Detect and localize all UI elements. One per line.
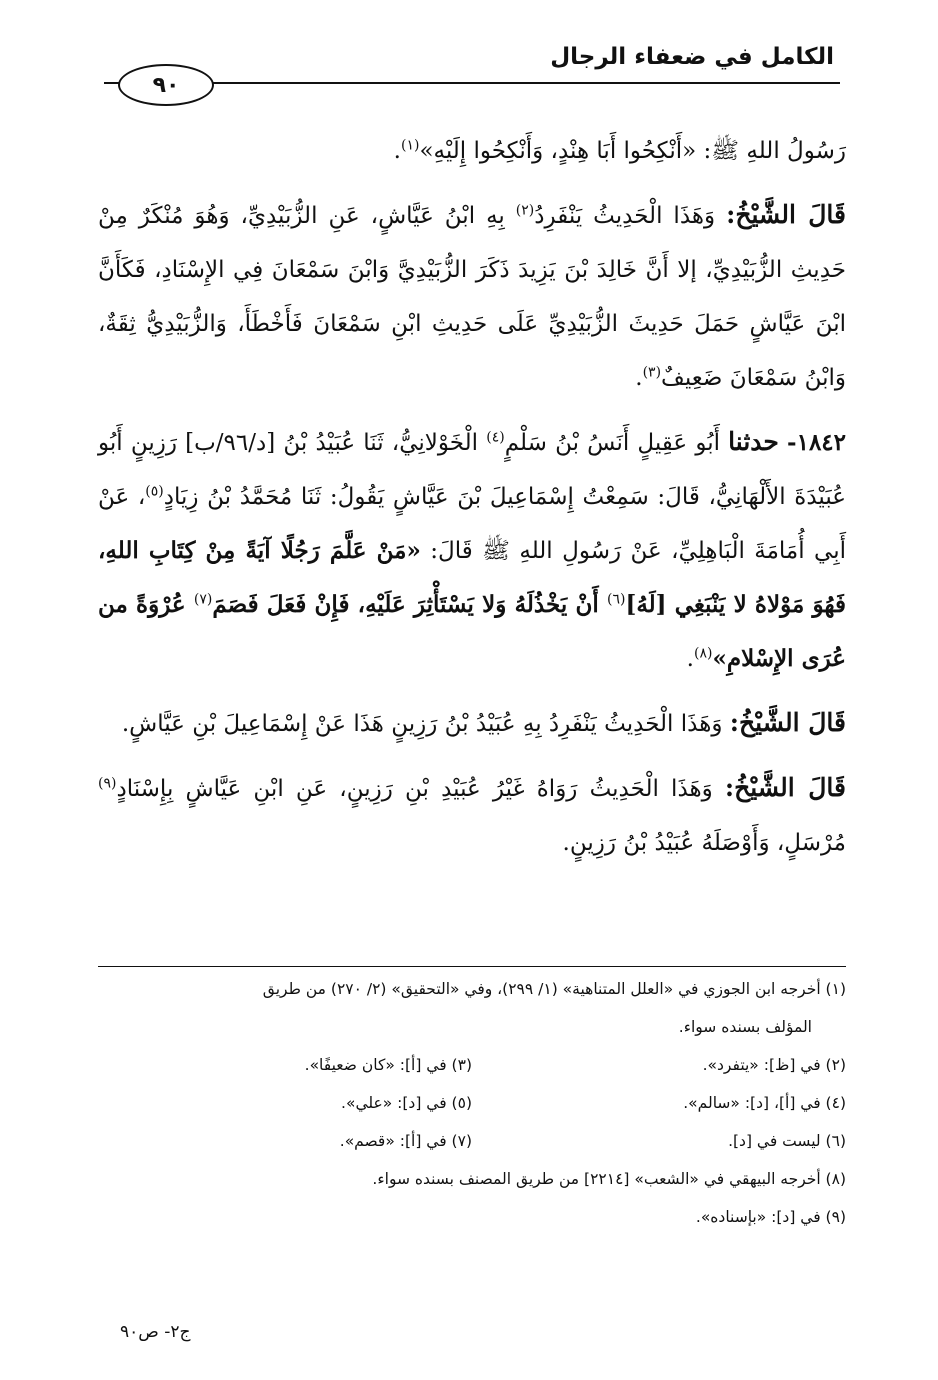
footnote-marker[interactable]: (٥) xyxy=(145,483,164,500)
speaker-label: قَالَ الشَّيْخُ: xyxy=(724,773,846,802)
main-text xyxy=(98,124,846,880)
footnote-marker[interactable]: (٤) xyxy=(486,429,505,446)
footnote-row xyxy=(98,1046,846,1084)
paragraph-1 xyxy=(98,124,846,178)
footnote-1: (١) أخرجه ابن الجوزي في «العلل المتناهية» (١/ ٢٩٩)، وفي «التحقيق» (٢/ ٢٧٠) من طريق xyxy=(262,980,846,998)
footnote-row xyxy=(98,1122,846,1160)
hadith-text: «مَنْ عَلَّمَ رَجُلًا آيَةً مِنْ كِتَابِ اللهِ، فَهُوَ مَوْلاهُ لا يَنْبَغِي [لَهُ] xyxy=(98,537,846,618)
footnote-8: (٨) أخرجه البيهقي في «الشعب» [٢٢١٤] من طريق المصنف بسنده سواء. xyxy=(372,1170,846,1188)
paragraph-end: . xyxy=(686,646,694,672)
footnote-3: (٣) في [أ]: «كان ضعيفًا». xyxy=(304,1056,472,1074)
footnote-marker[interactable]: (١) xyxy=(400,137,420,154)
footnote-marker[interactable]: (٨) xyxy=(693,645,713,662)
footnote-1-continued: المؤلف بسنده سواء. xyxy=(678,1018,812,1036)
paragraph-text: وَهَذَا الْحَدِيثُ يَنْفَرِدُ بِهِ عُبَيْدُ بْنُ رَزِينٍ هَذَا عَنْ إِسْمَاعِيلَ بْنِ عَيَّاشٍ. xyxy=(121,711,730,737)
narration-label: حدثنا xyxy=(728,427,779,456)
footnote-marker[interactable]: (٧) xyxy=(193,591,213,608)
footnote-marker[interactable]: (٦) xyxy=(606,591,626,608)
paragraph-text: رَسُولُ اللهِ ﷺ: «أَنْكِحُوا أَبَا هِنْدٍ، وَأَنْكِحُوا إِلَيْهِ» xyxy=(419,138,846,164)
page-code: ج٢- ص٩٠ xyxy=(120,1322,191,1342)
paragraph-text: ، عَنْ أَبِي أُمَامَةَ الْبَاهِلِيِّ، عَنْ رَسُولِ اللهِ ﷺ قَالَ: xyxy=(98,484,847,564)
footnote-marker[interactable]: (٣) xyxy=(642,364,662,381)
footnote-rule xyxy=(98,966,846,967)
hadith-number: ١٨٤٢- xyxy=(787,429,847,456)
footnote-2: (٢) في [ظ]: «يتفرد». xyxy=(702,1056,846,1074)
running-title: الكامل في ضعفاء الرجال xyxy=(550,44,834,70)
footnotes xyxy=(98,970,846,1236)
paragraph-text: بِهِ ابْنُ عَيَّاشٍ، عَنِ الزُّبَيْدِيِّ، وَهُوَ مُنْكَرٌ مِنْ حَدِيثِ الزُّبَيْدِيِّ، إلا أَنَّ خَالِدَ بْنَ يَزِيدَ ذَكَرَ الزُّبَيْدِيَّ وَابْنَ سَمْعَانَ فِي الإِسْنَادِ، فَكَأَنَّ ابْنَ عَيَّاشٍ حَمَلَ حَدِيثَ الزُّبَيْدِيِّ عَلَى حَدِيثِ ابْنِ سَمْعَانَ فَأَخْطَأَ، وَالزُّبَيْدِيُّ ثِقَةٌ، وَابْنُ سَمْعَانَ ضَعِيفٌ xyxy=(98,203,846,391)
footnote-marker[interactable]: (٩) xyxy=(98,775,117,792)
speaker-label: قَالَ الشَّيْخُ: xyxy=(729,708,846,737)
paragraph-4 xyxy=(98,696,846,751)
paragraph-text: أَبُو عَقِيلٍ أَنَسُ بْنُ سَلْمٍ xyxy=(504,430,729,456)
paragraph-text: الْخَوْلانِيُّ، ثَنَا عُبَيْدُ بْنُ [د/٩٦/ب] رَزِينٍ أَبُو عُبَيْدَةَ الأَلْهَانِيُّ، قَالَ: سَمِعْتُ إِسْمَاعِيلَ بْنَ عَيَّاشٍ يَقُولُ: ثَنَا مُحَمَّدُ بْنُ زِيَادٍ xyxy=(98,430,846,510)
hadith-text: أَنْ يَخْذُلَهُ وَلا يَسْتَأْثِرَ عَلَيْهِ، فَإِنْ فَعَلَ فَصَمَ xyxy=(212,591,607,618)
hadith-text: عُرْوَةً من عُرَى الإِسْلامِ» xyxy=(98,591,846,672)
footnote-5: (٥) في [د]: «علي». xyxy=(341,1094,472,1112)
footnote-7: (٧) في [أ]: «قصم». xyxy=(339,1132,472,1150)
paragraph-text: وَهَذَا الْحَدِيثُ رَوَاهُ غَيْرُ عُبَيْدِ بْنِ رَزِينٍ، عَنِ ابْنِ عَيَّاشٍ بِإِسْنَادٍ xyxy=(116,776,725,802)
paragraph-text: وَهَذَا الْحَدِيثُ يَنْفَرِدُ xyxy=(534,203,727,229)
footnote-9: (٩) في [د]: «بإسناده». xyxy=(695,1208,846,1226)
footnote-row xyxy=(98,1084,846,1122)
paragraph-3 xyxy=(98,415,846,686)
footnote-6: (٦) ليست في [د]. xyxy=(728,1132,846,1150)
page-number: ٩٠ xyxy=(152,72,180,98)
footnote-marker[interactable]: (٢) xyxy=(515,202,535,219)
page-number-badge xyxy=(118,64,214,106)
paragraph-2 xyxy=(98,188,846,405)
header-rule xyxy=(104,82,840,84)
footnote-4: (٤) في [أ]، [د]: «سالم». xyxy=(683,1094,846,1112)
speaker-label: قَالَ الشَّيْخُ: xyxy=(726,200,847,229)
paragraph-5 xyxy=(98,761,846,870)
paragraph-end: . xyxy=(635,365,643,391)
paragraph-text: مُرْسَلٍ، وَأَوْصَلَهُ عُبَيْدُ بْنُ رَزِينٍ. xyxy=(562,830,846,856)
paragraph-end: . xyxy=(393,138,401,164)
